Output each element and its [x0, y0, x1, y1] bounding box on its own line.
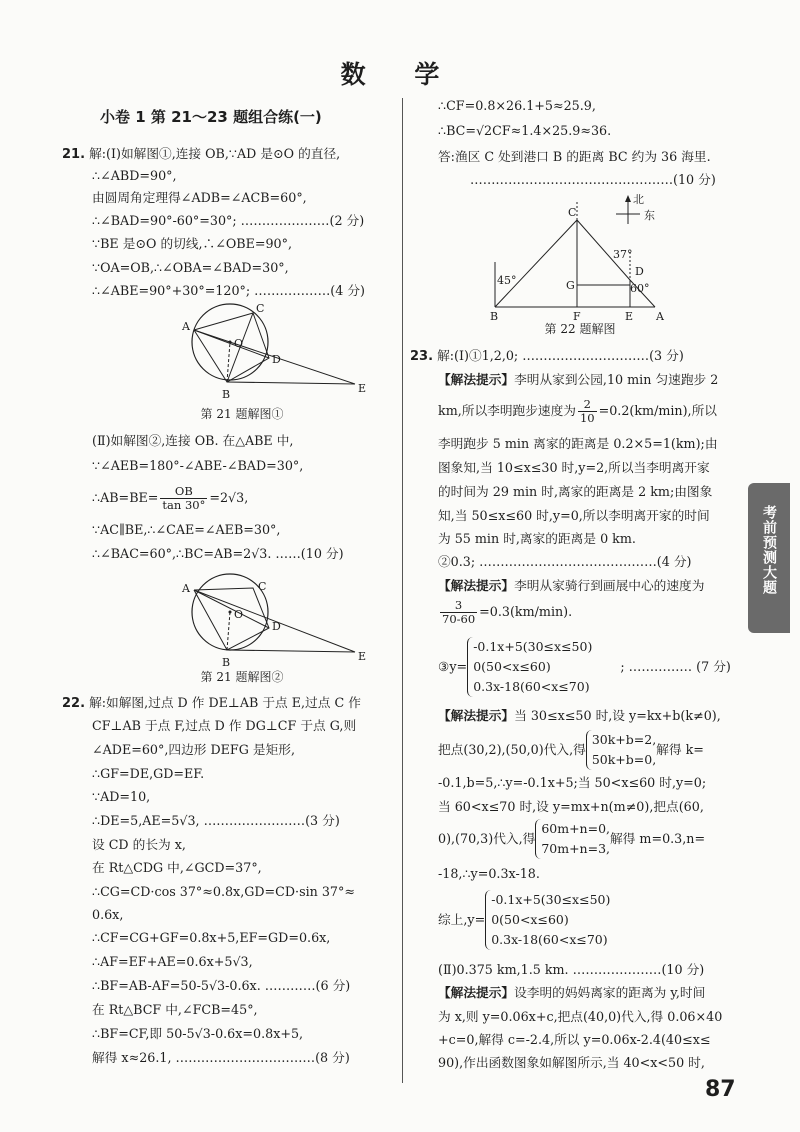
piecewise-2-row: -0.1x+5(30≤x≤50)	[491, 892, 611, 907]
fig2-label-c: C	[258, 580, 267, 593]
q23-tip-3: 李明跑步 5 min 离家的距离是 0.2×5=1(km);由	[438, 436, 718, 451]
column-divider	[402, 98, 403, 1083]
frac-denominator: 10	[579, 411, 595, 425]
q22-line-3: ∠ADE=60°,四边形 DEFG 是矩形,	[92, 742, 295, 757]
q23-tip-7: 为 55 min 时,离家的距离是 0 km.	[438, 531, 636, 546]
piecewise-2	[485, 890, 610, 950]
piecewise-2-row: 0(50<x≤60)	[491, 912, 569, 927]
q23-tip-1	[438, 371, 718, 389]
q21-line-10-a: ∴AB=BE=	[92, 490, 159, 505]
q22-cont-line-1: ∴CF=0.8×26.1+5≈25.9,	[438, 98, 596, 113]
q21-text: 解:(Ⅰ)如解图①,连接 OB,∵AD 是⊙O 的直径,	[89, 146, 341, 161]
system-1	[586, 730, 656, 770]
compass-east: 东	[644, 209, 655, 222]
q23-tip-14	[438, 819, 705, 859]
q22-text: 解:如解图,过点 D 作 DE⊥AB 于点 E,过点 C 作	[89, 695, 361, 710]
q23-tip-2	[438, 397, 717, 425]
q22-line-10: 0.6x,	[92, 907, 124, 922]
fig22-label-f: F	[573, 310, 581, 323]
q21-line-11: ∵AC∥BE,∴∠CAE=∠AEB=30°,	[92, 522, 281, 537]
q23-line-3-score: ; …………… (7 分)	[620, 659, 731, 674]
frac-denominator: 70-60	[442, 612, 476, 626]
q22-line-9: ∴CG=CD·cos 37°≈0.8x,GD=CD·sin 37°≈	[92, 884, 355, 899]
q23-tip-4: 图象知,当 10≤x≤30 时,y=2,所以当李明离开家	[438, 460, 710, 475]
q23-tip-11-b: 解得 k=	[656, 742, 704, 757]
fig2-label-a: A	[182, 582, 190, 595]
q23-line-3-pre: ③y=	[438, 659, 468, 674]
side-tab	[748, 483, 790, 633]
fig22-angle-37: 37°	[613, 248, 633, 261]
q23-line-3	[438, 637, 731, 697]
frac-numerator: 2	[578, 398, 597, 412]
q23-tip-2-a: km,所以李明跑步速度为	[438, 403, 576, 418]
figure-21-2	[172, 570, 372, 670]
fraction-2-10	[578, 398, 597, 425]
q23-text: 解:(Ⅰ)①1,2,0; …………………………(3 分)	[437, 348, 684, 363]
q21-line-1	[62, 145, 340, 164]
q21-line-5: ∵BE 是⊙O 的切线,∴∠OBE=90°,	[92, 236, 292, 251]
q23-tip-9-b: =0.3(km/min).	[479, 604, 573, 619]
fig2-label-d: D	[272, 620, 281, 633]
q23-tip-1-text: 李明从家到公园,10 min 匀速跑步 2	[514, 372, 719, 387]
piecewise-1-row: 0(50<x≤60)	[473, 659, 551, 674]
q23-number: 23.	[410, 349, 434, 364]
fig2-label-e: E	[358, 650, 367, 663]
fig1-label-b: B	[222, 388, 231, 401]
q22-line-12: ∴AF=EF+AE=0.6x+5√3,	[92, 954, 253, 969]
q23-tip-10	[438, 707, 721, 725]
q21-line-4: ∴∠BAD=90°-60°=30°; …………………(2 分)	[92, 213, 365, 228]
q23-tip-2-b: =0.2(km/min),所以	[598, 403, 717, 418]
q22-line-11: ∴CF=CG+GF=0.8x+5,EF=GD=0.6x,	[92, 930, 331, 945]
q23-tip-6: 知,当 50≤x≤60 时,y=0,所以李明离开家的时间	[438, 508, 710, 523]
q22-line-15: ∴BF=CF,即 50-5√3-0.6x=0.8x+5,	[92, 1026, 304, 1041]
q21-line-10	[92, 484, 248, 512]
fig22-label-c: C	[568, 206, 577, 219]
q23-tip-20: 90),作出函数图象如解图所示,当 40<x<50 时,	[438, 1055, 705, 1070]
q22-line-1	[62, 694, 361, 713]
q23-line-2: ②0.3; ……………………………………(4 分)	[438, 554, 692, 569]
q22-line-7: 设 CD 的长为 x,	[92, 837, 186, 852]
q23-tip-11-a: 把点(30,2),(50,0)代入,得	[438, 742, 586, 757]
fig22-label-b: B	[490, 310, 499, 323]
system-2	[535, 819, 610, 859]
q22-line-13: ∴BF=AB-AF=50-5√3-0.6x. …………(6 分)	[92, 978, 351, 993]
fraction-ob-tan30	[160, 485, 207, 512]
piecewise-1	[467, 637, 592, 697]
frac-numerator: OB	[160, 485, 207, 499]
tip-label: 【解法提示】	[438, 578, 515, 593]
system-1-row: 30k+b=2,	[591, 732, 657, 747]
q23-tip-8-text: 李明从家骑行到画展中心的速度为	[514, 578, 705, 593]
q23-tip-8	[438, 577, 704, 595]
q23-line-1	[410, 347, 684, 366]
compass-north: 北	[633, 193, 644, 206]
q22-line-16: 解得 x≈26.1, ……………………………(8 分)	[92, 1050, 350, 1065]
q23-tip-14-a: 0),(70,3)代入,得	[438, 831, 536, 846]
figure-22	[480, 192, 680, 327]
tip-label: 【解法提示】	[438, 985, 515, 1000]
q23-tip-19: +c=0,解得 c=-2.4,所以 y=0.06x-2.4(40≤x≤	[438, 1032, 711, 1047]
q23-tip-11	[438, 730, 704, 770]
q22-line-5: ∵AD=10,	[92, 789, 151, 804]
q22-line-4: ∴GF=DE,GD=EF.	[92, 766, 205, 781]
q22-line-14: 在 Rt△BCF 中,∠FCB=45°,	[92, 1002, 258, 1017]
fig22-label-e: E	[625, 310, 634, 323]
q22-line-8: 在 Rt△CDG 中,∠GCD=37°,	[92, 860, 262, 875]
fig22-angle-60: 60°	[630, 282, 650, 295]
q23-tip-17	[438, 984, 705, 1002]
piecewise-2-row: 0.3x-18(60<x≤70)	[491, 932, 608, 947]
q21-line-12: ∴∠BAC=60°,∴BC=AB=2√3. ……(10 分)	[92, 546, 344, 561]
side-tab-label: 考前预测大题	[761, 505, 777, 595]
q23-tip-5: 的时间为 29 min 时,离家的距离是 2 km;由图象	[438, 484, 713, 499]
q22-cont-line-2: ∴BC=√2CF≈1.4×25.9≈36.	[438, 123, 612, 138]
fig1-label-d: D	[272, 353, 281, 366]
fig1-label-o: O	[234, 337, 244, 350]
q23-tip-12: -0.1,b=5,∴y=-0.1x+5;当 50<x≤60 时,y=0;	[438, 775, 707, 790]
q23-tip-10-text: 当 30≤x≤50 时,设 y=kx+b(k≠0),	[514, 708, 721, 723]
q23-tip-15: -18,∴y=0.3x-18.	[438, 866, 540, 881]
q22-line-6: ∴DE=5,AE=5√3, ……………………(3 分)	[92, 813, 340, 828]
q22-cont-line-4: …………………………………………(10 分)	[470, 172, 716, 187]
figure-21-1-caption: 第 21 题解图①	[200, 407, 284, 421]
system-2-row: 70m+n=3,	[541, 841, 610, 856]
q21-line-6: ∵OA=OB,∴∠OBA=∠BAD=30°,	[92, 260, 289, 275]
q21-line-2: ∴∠ABD=90°,	[92, 168, 177, 183]
q21-line-9: ∵∠AEB=180°-∠ABE-∠BAD=30°,	[92, 458, 304, 473]
tip-label: 【解法提示】	[438, 372, 515, 387]
fig22-label-a: A	[656, 310, 664, 323]
q22-cont-line-3: 答:渔区 C 处到港口 B 的距离 BC 约为 36 海里.	[438, 149, 711, 164]
figure-21-2-caption: 第 21 题解图②	[200, 670, 284, 684]
q21-line-10-b: =2√3,	[209, 490, 249, 505]
frac-numerator: 3	[440, 599, 477, 613]
q21-number: 21.	[62, 147, 86, 162]
fig22-label-d: D	[635, 265, 644, 278]
q23-tip-17-text: 设李明的妈妈离家的距离为 y,时间	[514, 985, 706, 1000]
piecewise-1-row: 0.3x-18(60<x≤70)	[473, 679, 590, 694]
q23-tip-18: 为 x,则 y=0.06x+c,把点(40,0)代入,得 0.06×40	[438, 1009, 723, 1024]
figure-21-1	[172, 300, 372, 405]
fig1-label-e: E	[358, 382, 367, 395]
q21-line-7: ∴∠ABE=90°+30°=120°; ………………(4 分)	[92, 283, 366, 298]
q23-line-4: (Ⅱ)0.375 km,1.5 km. …………………(10 分)	[438, 962, 705, 977]
fig2-label-o: O	[234, 608, 244, 621]
q23-tip-16	[438, 890, 610, 950]
fig1-label-a: A	[182, 320, 190, 333]
q23-tip-16-pre: 综上,y=	[438, 912, 486, 927]
q22-number: 22.	[62, 696, 86, 711]
fig22-label-g: G	[566, 279, 575, 292]
q22-line-2: CF⊥AB 于点 F,过点 D 作 DG⊥CF 于点 G,则	[92, 718, 357, 733]
q23-tip-14-b: 解得 m=0.3,n=	[610, 831, 706, 846]
fig2-label-b: B	[222, 656, 231, 669]
q21-line-8: (Ⅱ)如解图②,连接 OB. 在△ABE 中,	[92, 433, 294, 448]
subject-title: 数 学	[340, 60, 460, 89]
section-title: 小卷 1 第 21～23 题组合练(一)	[100, 108, 322, 126]
frac-denominator: tan 30°	[162, 498, 206, 512]
q21-line-3: 由圆周角定理得∠ADB=∠ACB=60°,	[92, 190, 307, 205]
page-number: 87	[705, 1077, 736, 1102]
system-1-row: 50k+b=0,	[591, 752, 657, 767]
fig1-label-c: C	[256, 302, 265, 315]
tip-label: 【解法提示】	[438, 708, 515, 723]
piecewise-1-row: -0.1x+5(30≤x≤50)	[473, 639, 593, 654]
fig22-angle-45: 45°	[497, 274, 517, 287]
system-2-row: 60m+n=0,	[541, 821, 610, 836]
fraction-3-70-60	[440, 599, 477, 626]
figure-22-caption: 第 22 题解图	[544, 322, 616, 336]
q23-tip-9	[438, 598, 572, 626]
q23-tip-13: 当 60<x≤70 时,设 y=mx+n(m≠0),把点(60,	[438, 799, 704, 814]
